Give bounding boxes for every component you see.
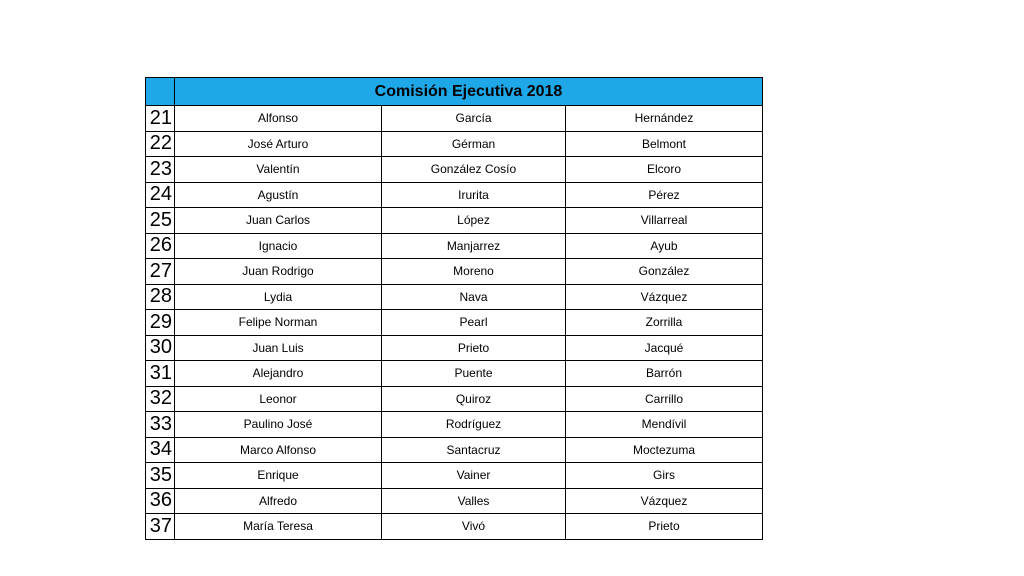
first-name-cell[interactable]: Alfredo bbox=[175, 488, 382, 514]
table-row bbox=[146, 463, 763, 489]
first-name-cell[interactable]: Ignacio bbox=[175, 233, 382, 259]
row-number-cell[interactable]: 36 bbox=[146, 488, 175, 514]
maternal-surname-cell[interactable]: Ayub bbox=[566, 233, 763, 259]
row-number-cell[interactable]: 21 bbox=[146, 106, 175, 132]
paternal-surname-cell[interactable]: Prieto bbox=[382, 335, 566, 361]
committee-table bbox=[145, 77, 763, 540]
table-row bbox=[146, 131, 763, 157]
maternal-surname-cell[interactable]: Moctezuma bbox=[566, 437, 763, 463]
row-number-cell[interactable]: 32 bbox=[146, 386, 175, 412]
row-number-cell[interactable]: 25 bbox=[146, 208, 175, 234]
maternal-surname-cell[interactable]: Hernández bbox=[566, 106, 763, 132]
paternal-surname-cell[interactable]: Valles bbox=[382, 488, 566, 514]
first-name-cell[interactable]: Paulino José bbox=[175, 412, 382, 438]
maternal-surname-cell[interactable]: Vázquez bbox=[566, 284, 763, 310]
row-number-cell[interactable]: 29 bbox=[146, 310, 175, 336]
maternal-surname-cell[interactable]: Pérez bbox=[566, 182, 763, 208]
table-row bbox=[146, 437, 763, 463]
row-number-cell[interactable]: 33 bbox=[146, 412, 175, 438]
maternal-surname-cell[interactable]: Prieto bbox=[566, 514, 763, 540]
first-name-cell[interactable]: Lydia bbox=[175, 284, 382, 310]
paternal-surname-cell[interactable]: Rodríguez bbox=[382, 412, 566, 438]
paternal-surname-cell[interactable]: González Cosío bbox=[382, 157, 566, 183]
table-row bbox=[146, 412, 763, 438]
paternal-surname-cell[interactable]: García bbox=[382, 106, 566, 132]
first-name-cell[interactable]: Juan Luis bbox=[175, 335, 382, 361]
first-name-cell[interactable]: Alfonso bbox=[175, 106, 382, 132]
row-number-cell[interactable]: 22 bbox=[146, 131, 175, 157]
maternal-surname-cell[interactable]: Jacqué bbox=[566, 335, 763, 361]
table-row bbox=[146, 106, 763, 132]
maternal-surname-cell[interactable]: Villarreal bbox=[566, 208, 763, 234]
table-row bbox=[146, 284, 763, 310]
table-row bbox=[146, 208, 763, 234]
first-name-cell[interactable]: Alejandro bbox=[175, 361, 382, 387]
maternal-surname-cell[interactable]: Vázquez bbox=[566, 488, 763, 514]
row-number-cell[interactable]: 23 bbox=[146, 157, 175, 183]
paternal-surname-cell[interactable]: Pearl bbox=[382, 310, 566, 336]
table-row bbox=[146, 386, 763, 412]
row-number-cell[interactable]: 30 bbox=[146, 335, 175, 361]
maternal-surname-cell[interactable]: Belmont bbox=[566, 131, 763, 157]
table-row bbox=[146, 335, 763, 361]
row-number-cell[interactable]: 35 bbox=[146, 463, 175, 489]
maternal-surname-cell[interactable]: Elcoro bbox=[566, 157, 763, 183]
maternal-surname-cell[interactable]: Carrillo bbox=[566, 386, 763, 412]
first-name-cell[interactable]: José Arturo bbox=[175, 131, 382, 157]
table-row bbox=[146, 488, 763, 514]
first-name-cell[interactable]: Juan Carlos bbox=[175, 208, 382, 234]
paternal-surname-cell[interactable]: Quiroz bbox=[382, 386, 566, 412]
table-row bbox=[146, 514, 763, 540]
row-number-cell[interactable]: 28 bbox=[146, 284, 175, 310]
maternal-surname-cell[interactable]: González bbox=[566, 259, 763, 285]
table-title[interactable]: Comisión Ejecutiva 2018 bbox=[175, 78, 763, 106]
first-name-cell[interactable]: Valentín bbox=[175, 157, 382, 183]
maternal-surname-cell[interactable]: Barrón bbox=[566, 361, 763, 387]
paternal-surname-cell[interactable]: Nava bbox=[382, 284, 566, 310]
row-number-cell[interactable]: 26 bbox=[146, 233, 175, 259]
paternal-surname-cell[interactable]: Vivó bbox=[382, 514, 566, 540]
table-row bbox=[146, 310, 763, 336]
table-row bbox=[146, 182, 763, 208]
row-number-cell[interactable]: 24 bbox=[146, 182, 175, 208]
maternal-surname-cell[interactable]: Zorrilla bbox=[566, 310, 763, 336]
paternal-surname-cell[interactable]: Gérman bbox=[382, 131, 566, 157]
header-row bbox=[146, 78, 763, 106]
table-row bbox=[146, 157, 763, 183]
table-row bbox=[146, 259, 763, 285]
paternal-surname-cell[interactable]: Santacruz bbox=[382, 437, 566, 463]
first-name-cell[interactable]: Juan Rodrigo bbox=[175, 259, 382, 285]
table-row bbox=[146, 233, 763, 259]
maternal-surname-cell[interactable]: Girs bbox=[566, 463, 763, 489]
first-name-cell[interactable]: Enrique bbox=[175, 463, 382, 489]
maternal-surname-cell[interactable]: Mendívil bbox=[566, 412, 763, 438]
table-row bbox=[146, 361, 763, 387]
first-name-cell[interactable]: Marco Alfonso bbox=[175, 437, 382, 463]
row-number-cell[interactable]: 27 bbox=[146, 259, 175, 285]
row-number-cell[interactable]: 31 bbox=[146, 361, 175, 387]
paternal-surname-cell[interactable]: López bbox=[382, 208, 566, 234]
paternal-surname-cell[interactable]: Irurita bbox=[382, 182, 566, 208]
paternal-surname-cell[interactable]: Vainer bbox=[382, 463, 566, 489]
first-name-cell[interactable]: Leonor bbox=[175, 386, 382, 412]
row-number-cell[interactable]: 37 bbox=[146, 514, 175, 540]
first-name-cell[interactable]: María Teresa bbox=[175, 514, 382, 540]
row-number-cell[interactable]: 34 bbox=[146, 437, 175, 463]
header-corner-cell[interactable] bbox=[146, 78, 175, 106]
paternal-surname-cell[interactable]: Moreno bbox=[382, 259, 566, 285]
first-name-cell[interactable]: Felipe Norman bbox=[175, 310, 382, 336]
paternal-surname-cell[interactable]: Manjarrez bbox=[382, 233, 566, 259]
paternal-surname-cell[interactable]: Puente bbox=[382, 361, 566, 387]
first-name-cell[interactable]: Agustín bbox=[175, 182, 382, 208]
